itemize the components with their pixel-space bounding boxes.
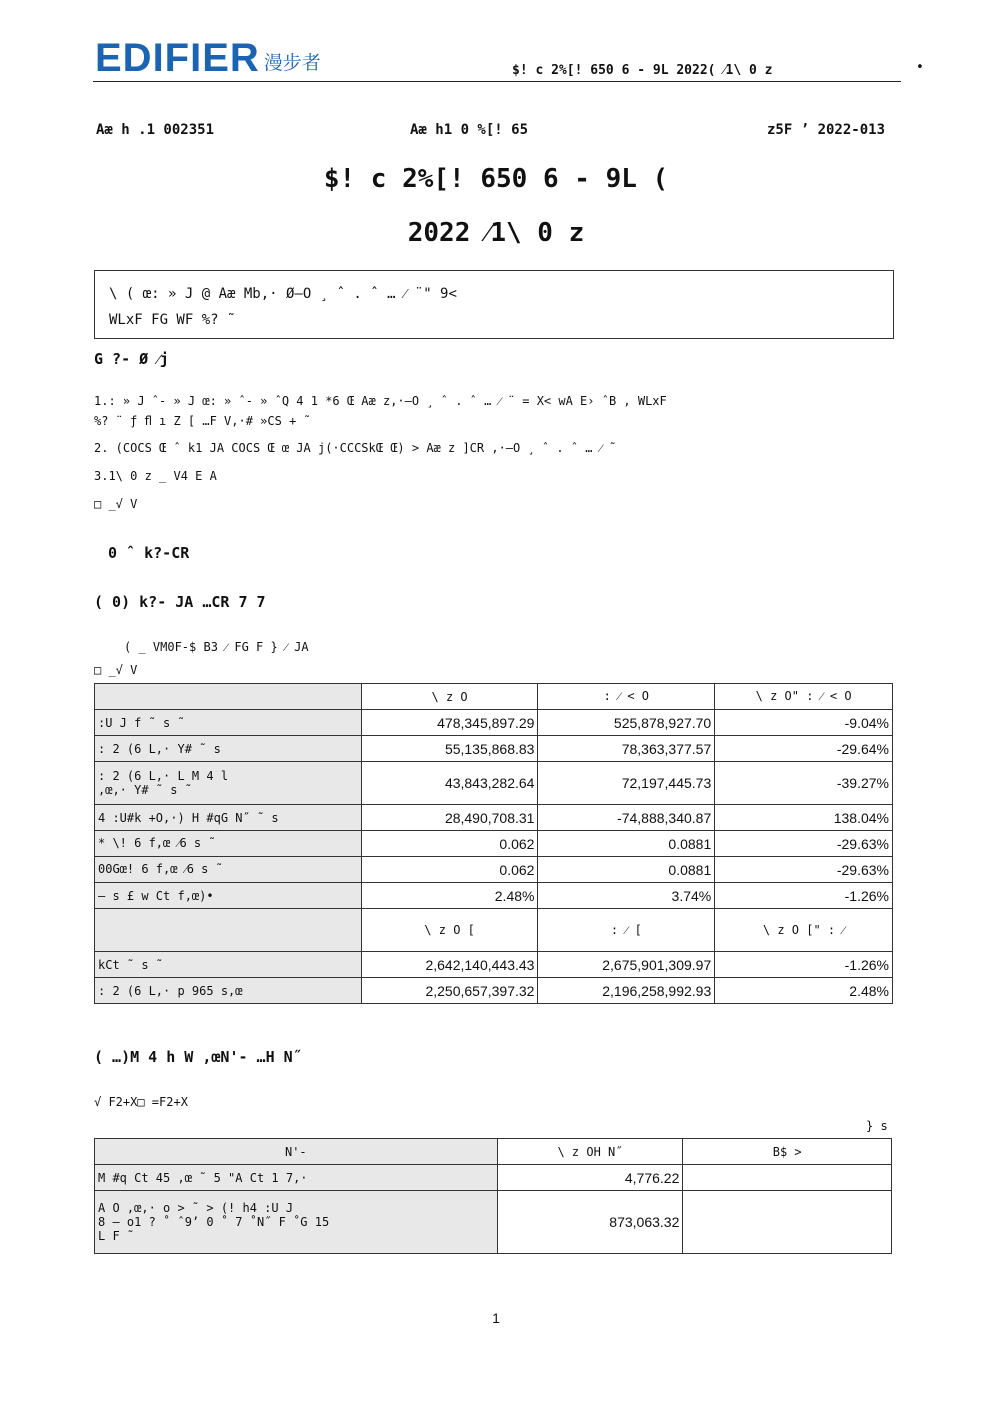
unit-label: } s [866,1119,888,1133]
current-period-value: 0.062 [361,857,538,883]
stock-code: Aæ h .1 002351 [96,122,215,138]
amount-value: 4,776.22 [497,1165,683,1191]
paragraph-5: ( _ VM0F-$ B3 ⁄ FG F } ⁄ JA [124,640,309,654]
edifier-logo [95,38,321,78]
current-period-value: 2.48% [361,883,538,909]
document-title-line2: 2022 ⁄1\ 0 z [407,218,585,248]
table-row [95,736,893,762]
table-row [95,952,893,978]
paragraph-1-line2: %? ¨ ƒ ﬂ ı Z [ …F V,·# »CS + ˜ [94,414,311,428]
paragraph-3: 3.1\ 0 z _ V4 E A [94,469,217,483]
prior-year-end-value: 2,196,258,992.93 [538,978,715,1004]
paragraph-6: □ _√ V [94,663,138,677]
table-header-cell [95,684,362,710]
paragraph-2: 2. (COCS Œ ˆ k1 JA COCS Œ œ JA j(·CCCSkŒ Œ) > Aæ z ]CR ,·–O ¸ ˆ . ˆ … ⁄ ˜ [94,441,617,455]
table-header-row [95,684,893,710]
table-header-cell: N'- [95,1139,498,1165]
prior-period-value: 0.0881 [538,857,715,883]
prior-year-end-value: 2,675,901,309.97 [538,952,715,978]
change-value: -29.64% [715,736,893,762]
table-header-cell: : ⁄ [ [538,909,715,952]
row-label-line1: : 2 (6 L,· L M 4 l [98,769,229,783]
row-label: M #q Ct 45 ,œ ˜ 5 "A Ct 1 7,· [95,1165,498,1191]
change-value: -29.63% [715,831,893,857]
current-period-value: 28,490,708.31 [361,805,538,831]
logo-subtext: 漫步者 [263,52,321,74]
change-value: -9.04% [715,710,893,736]
logo-text: EDIFIER [95,36,260,80]
section-heading-1: G ?- Ø ⁄j [94,350,169,368]
section-heading-3: ( 0) k?- JA …CR 7 7 [94,593,266,611]
announcement-number: z5F ’ 2022-013 [767,122,886,138]
header-divider [93,81,901,82]
paragraph-4: □ _√ V [94,497,138,511]
table-header-cell: B$ > [683,1139,892,1165]
notice-box [94,270,894,339]
change-value: -29.63% [715,857,893,883]
row-label: – s £ w Ct f,œ)• [95,883,362,909]
table-header-cell: \ z O" : ⁄ < O [715,684,893,710]
table-row [95,1165,892,1191]
current-period-value: 478,345,897.29 [361,710,538,736]
prior-period-value: 72,197,445.73 [538,762,715,805]
section-heading-2: 0 ˆ k?-CR [108,544,190,562]
header-dot: • [916,60,924,75]
table-subheader-row [95,909,893,952]
period-end-value: 2,250,657,397.32 [361,978,538,1004]
table-row [95,883,893,909]
table-row [95,978,893,1004]
non-recurring-items-table [94,1138,892,1254]
change-value: -39.27% [715,762,893,805]
paragraph-1-line1: 1.: » J ˆ- » J œ: » ˆ- » ˆQ 4 1 *6 Œ Aæ z,·–O ¸ ˆ . ˆ … ⁄ ¨ = X< wA E› ˆB , WLxF [94,394,667,408]
financial-data-table [94,683,893,1004]
table-header-cell: : ⁄ < O [538,684,715,710]
period-end-value: 2,642,140,443.43 [361,952,538,978]
page-number: 1 [492,1310,500,1326]
paragraph-7: √ F2+X□ =F2+X [94,1095,188,1109]
prior-period-value: 3.74% [538,883,715,909]
note-cell [683,1191,892,1254]
table-header-cell [95,909,362,952]
current-period-value: 43,843,282.64 [361,762,538,805]
table-row [95,762,893,805]
change-value: 2.48% [715,978,893,1004]
row-label-line1: A O ,œ,· o > ˜ > (! h4 :U J [98,1201,294,1215]
row-label-line3: L F ˜ [98,1229,135,1243]
row-label-line2: ,œ,· Y# ˜ s ˜ [98,783,192,797]
notice-line1: \ ( œ: » J @ Aæ Mb,· Ø–O ¸ ˆ . ˆ … ⁄ ¨" 9< [109,286,457,302]
stock-abbr: Aæ h1 0 %[! 65 [410,122,529,138]
row-label [95,762,362,805]
table-header-row [95,1139,892,1165]
table-row [95,1191,892,1254]
table-row [95,857,893,883]
row-label: :U J f ˜ s ˜ [95,710,362,736]
table-header-cell: \ z O [ [361,909,538,952]
prior-period-value: -74,888,340.87 [538,805,715,831]
section-heading-4: ( …)M 4 h W ,œN'- …H N˝ [94,1048,302,1066]
table-row [95,805,893,831]
document-title-line1: $! c 2%[! 650 6 - 9L ( [323,164,669,194]
notice-line2: WLxF FG WF %? ˜ [109,312,236,328]
table-row [95,831,893,857]
current-period-value: 55,135,868.83 [361,736,538,762]
row-label: : 2 (6 L,· p 965 s,œ [95,978,362,1004]
current-period-value: 0.062 [361,831,538,857]
change-value: -1.26% [715,952,893,978]
prior-period-value: 78,363,377.57 [538,736,715,762]
prior-period-value: 0.0881 [538,831,715,857]
amount-value: 873,063.32 [497,1191,683,1254]
header-title: $! c 2%[! 650 6 - 9L 2022( ⁄1\ 0 z [512,63,773,78]
table-header-cell: \ z O [" : ⁄ [715,909,893,952]
row-label: : 2 (6 L,· Y# ˜ s [95,736,362,762]
prior-period-value: 525,878,927.70 [538,710,715,736]
row-label: 00Gœ! 6 f,œ ⁄6 s ˜ [95,857,362,883]
change-value: 138.04% [715,805,893,831]
row-label-line2: 8 – o1 ? ˚ ˆ9’ 0 ˚ 7 ˚N˝ F ˚G 15 [98,1215,330,1229]
row-label: 4 :U#k +O,·) H #qG N˝ ˜ s [95,805,362,831]
table-header-cell: \ z O [361,684,538,710]
table-header-cell: \ z OH N˝ [497,1139,683,1165]
row-label: kCt ˜ s ˜ [95,952,362,978]
note-cell [683,1165,892,1191]
change-value: -1.26% [715,883,893,909]
row-label [95,1191,498,1254]
row-label: * \! 6 f,œ ⁄6 s ˜ [95,831,362,857]
table-row [95,710,893,736]
